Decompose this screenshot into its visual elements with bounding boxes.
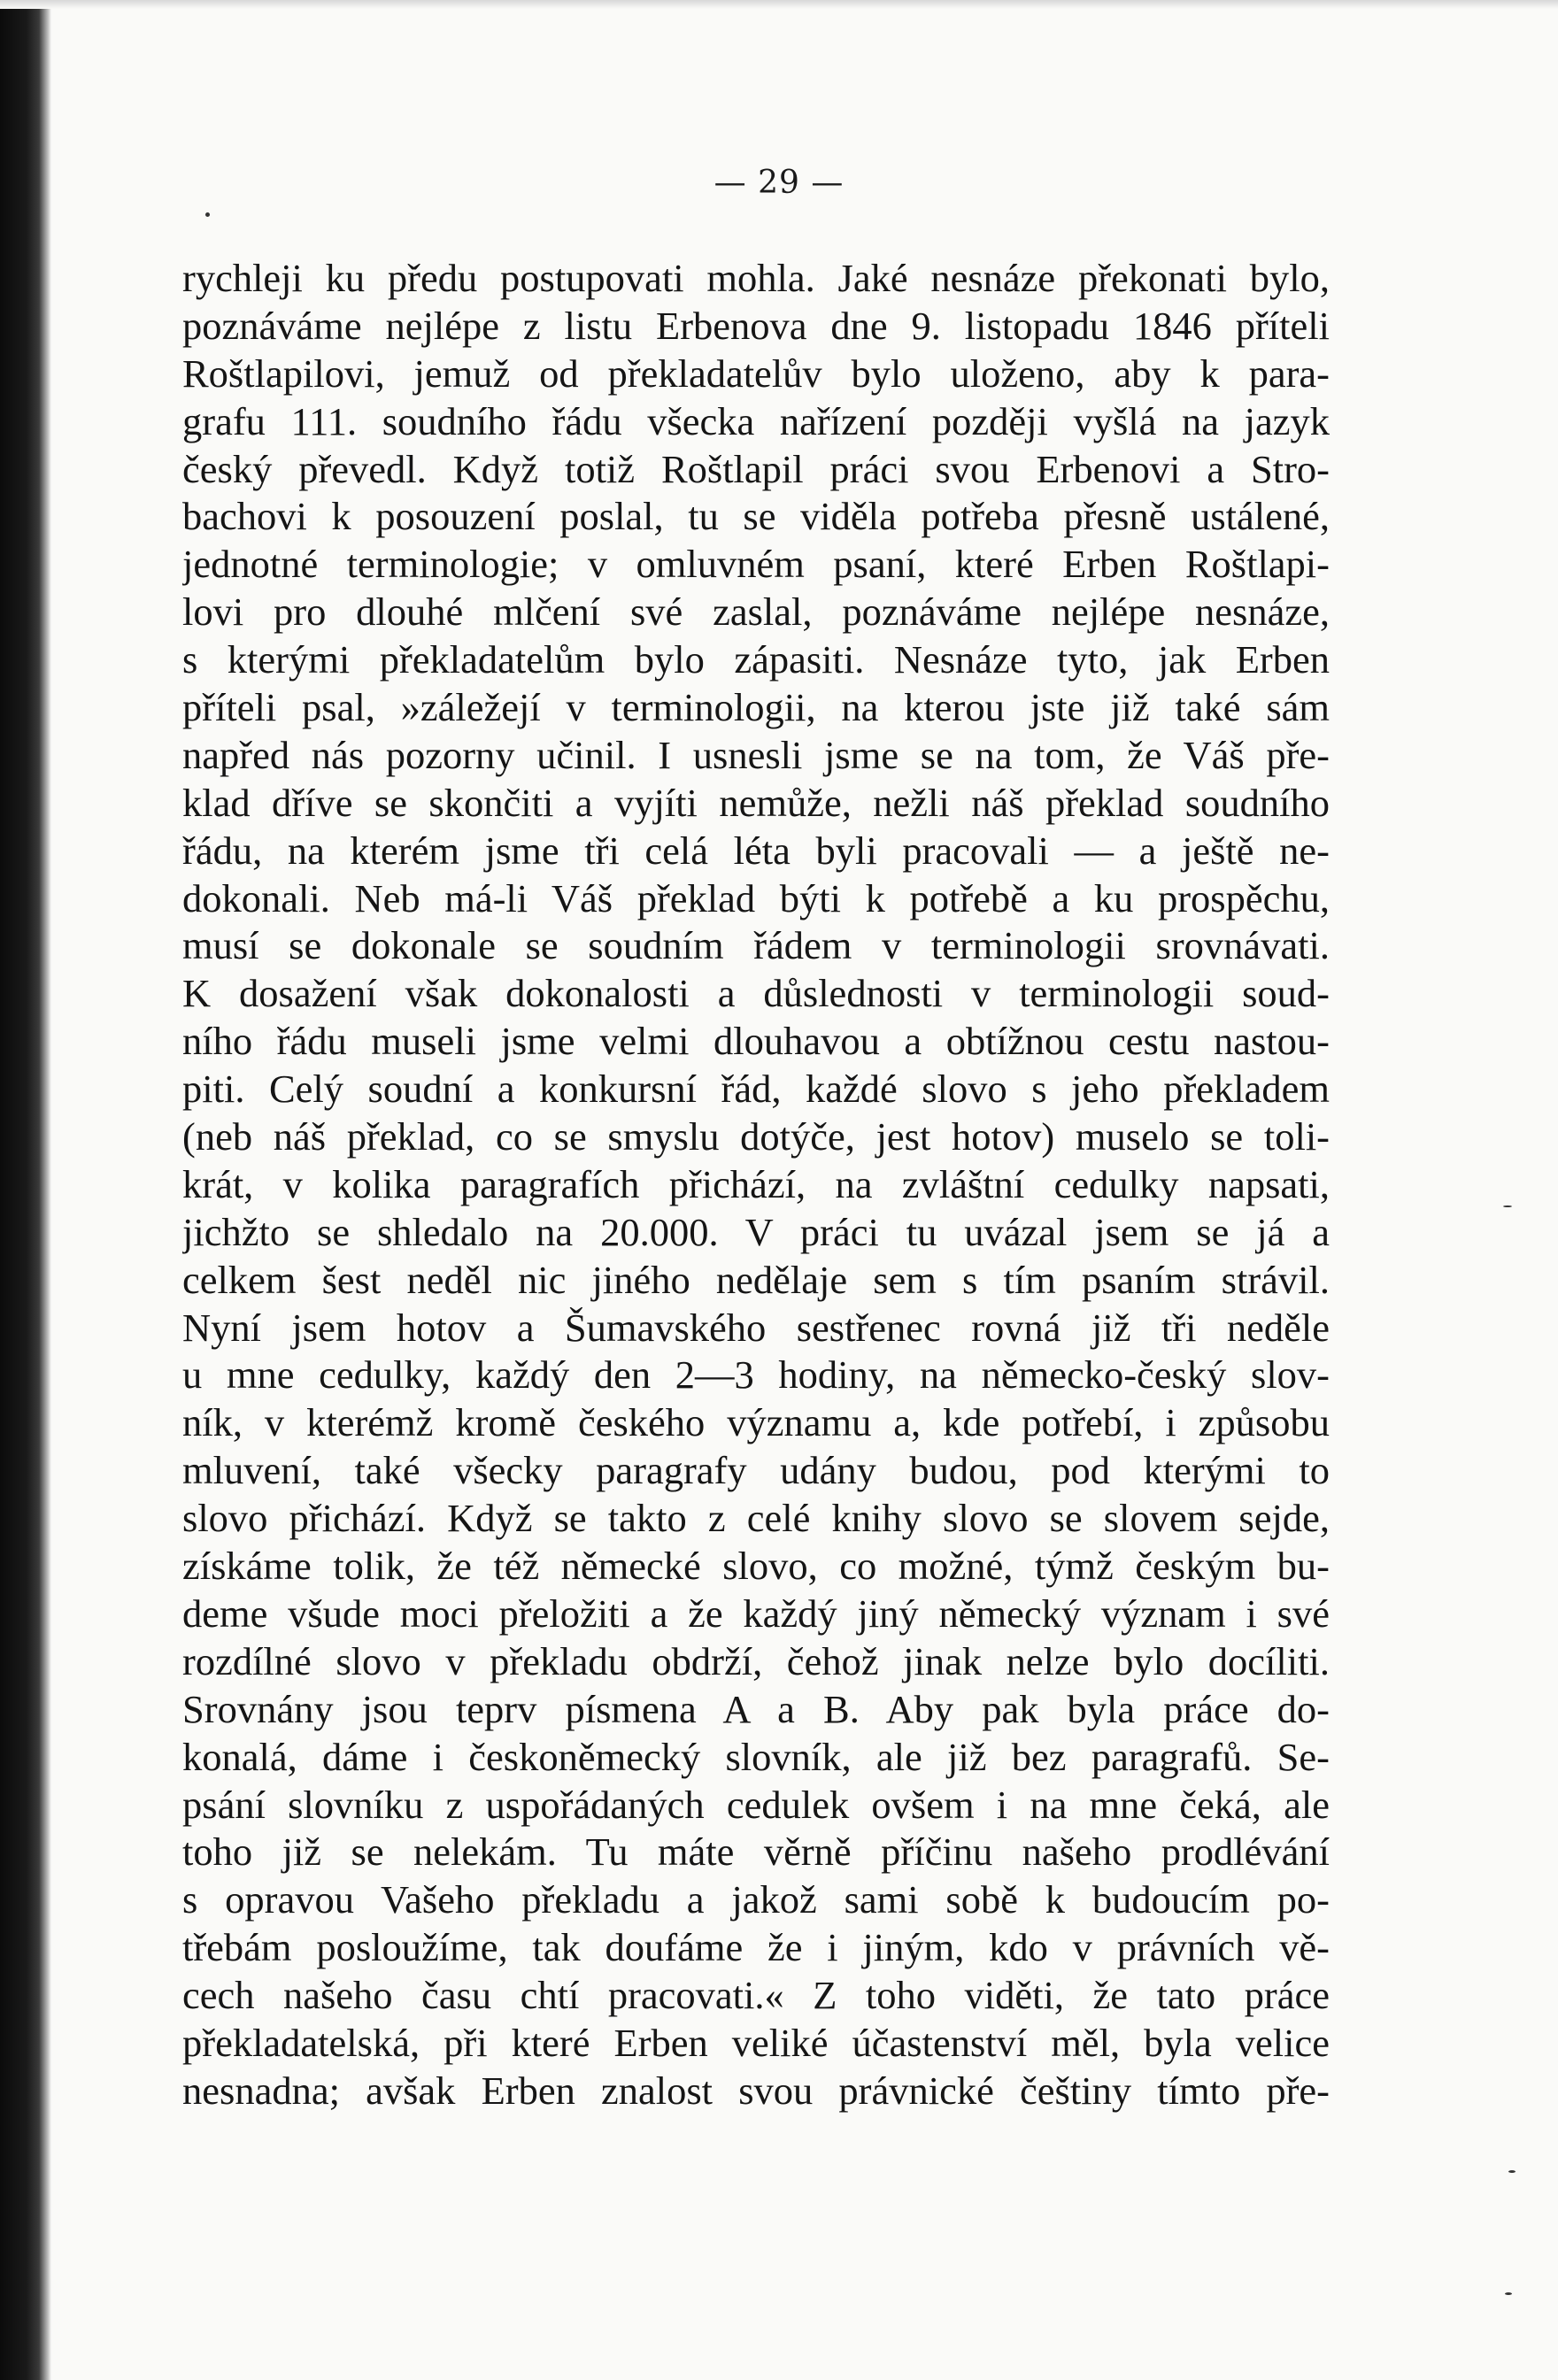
text-line: s opravou Vašeho překladu a jakož sami sobě k budoucím po- (182, 1877, 1330, 1922)
body-text (182, 255, 1330, 2115)
text-line: překladatelská, při které Erben veliké účastenství měl, byla velice (182, 2020, 1330, 2065)
text-line: konalá, dáme i českoněmecký slovník, ale již bez paragrafů. Se- (182, 1734, 1330, 1779)
text-line: řádu, na kterém jsme tři celá léta byli pracovali — a ještě ne- (182, 828, 1330, 873)
text-line: lovi pro dlouhé mlčení své zaslal, poznáváme nejlépe nesnáze, (182, 589, 1330, 635)
text-line: třebám posloužíme, tak doufáme že i jiným, kdo v právních vě- (182, 1925, 1330, 1970)
text-line: musí se dokonale se soudním řádem v terminologii srovnávati. (182, 923, 1330, 968)
scan-speck (1503, 1205, 1512, 1207)
text-line: Roštlapilovi, jemuž od překladatelův bylo uloženo, aby k para- (182, 350, 1330, 396)
text-line: ního řádu museli jsme velmi dlouhavou a obtížnou cestu nastou- (182, 1019, 1330, 1064)
text-line: příteli psal, »záležejí v terminologii, na kterou jste již také sám (182, 685, 1330, 730)
text-line: ník, v kterémž kromě českého významu a, kde potřebí, i způsobu (182, 1400, 1330, 1445)
text-line: krát, v kolika paragrafích přichází, na zvláštní cedulky napsati, (182, 1161, 1330, 1206)
text-line: Srovnány jsou teprv písmena A a B. Aby pak byla práce do- (182, 1686, 1330, 1731)
text-line: český převedl. Když totiž Roštlapil práci svou Erbenovi a Stro- (182, 446, 1330, 491)
text-line: mluvení, také všecky paragrafy udány budou, pod kterými to (182, 1448, 1330, 1493)
text-line: psání slovníku z uspořádaných cedulek ovšem i na mne čeká, ale (182, 1782, 1330, 1827)
book-binding-edge (0, 0, 51, 2380)
scan-speck (205, 212, 210, 217)
text-line: poznáváme nejlépe z listu Erbenova dne 9. listopadu 1846 příteli (182, 303, 1330, 348)
text-line: získáme tolik, že též německé slovo, co možné, týmž českým bu- (182, 1544, 1330, 1589)
page-top-edge (0, 0, 1558, 9)
text-line: grafu 111. soudního řádu všecka nařízení později vyšlá na jazyk (182, 398, 1330, 443)
text-line: Nyní jsem hotov a Šumavského sestřenec rovná již tři neděle (182, 1305, 1330, 1350)
text-line: cech našeho času chtí pracovati.« Z toho viděti, že tato práce (182, 1973, 1330, 2018)
text-line: klad dříve se skončiti a vyjíti nemůže, nežli náš překlad soudního (182, 780, 1330, 825)
text-line: jednotné terminologie; v omluvném psaní, které Erben Roštlapi- (182, 542, 1330, 587)
scan-speck (1505, 2292, 1512, 2295)
page-number: — 29 — (713, 165, 845, 201)
text-line: celkem šest neděl nic jiného nedělaje sem s tím psaním strávil. (182, 1257, 1330, 1302)
text-line: toho již se nelekám. Tu máte věrně příčinu našeho prodlévání (182, 1829, 1330, 1875)
text-line: s kterými překladatelům bylo zápasiti. Nesnáze tyto, jak Erben (182, 637, 1330, 682)
text-line: slovo přichází. Když se takto z celé knihy slovo se slovem sejde, (182, 1496, 1330, 1541)
text-line: K dosažení však dokonalosti a důslednosti v terminologii soud- (182, 971, 1330, 1016)
text-line: nesnadna; avšak Erben znalost svou právnické češtiny tímto pře- (182, 2068, 1330, 2113)
text-line: napřed nás pozorny učinil. I usnesli jsme se na tom, že Váš pře- (182, 732, 1330, 777)
text-line: piti. Celý soudní a konkursní řád, každé slovo s jeho překladem (182, 1067, 1330, 1112)
scan-speck (1508, 2170, 1516, 2173)
text-line: dokonali. Neb má-li Váš překlad býti k potřebě a ku prospěchu, (182, 875, 1330, 920)
text-line: bachovi k posouzení poslal, tu se viděla potřeba přesně ustálené, (182, 494, 1330, 539)
text-line: rozdílné slovo v překladu obdrží, čehož jinak nelze bylo docíliti. (182, 1638, 1330, 1683)
text-line: (neb náš překlad, co se smyslu dotýče, jest hotov) muselo se toli- (182, 1114, 1330, 1159)
text-line: rychleji ku předu postupovati mohla. Jaké nesnáze překonati bylo, (182, 256, 1330, 300)
text-line: u mne cedulky, každý den 2—3 hodiny, na německo-český slov- (182, 1352, 1330, 1398)
text-line: deme všude moci přeložiti a že každý jiný německý význam i své (182, 1591, 1330, 1636)
text-line: jichžto se shledalo na 20.000. V práci tu uvázal jsem se já a (182, 1209, 1330, 1254)
